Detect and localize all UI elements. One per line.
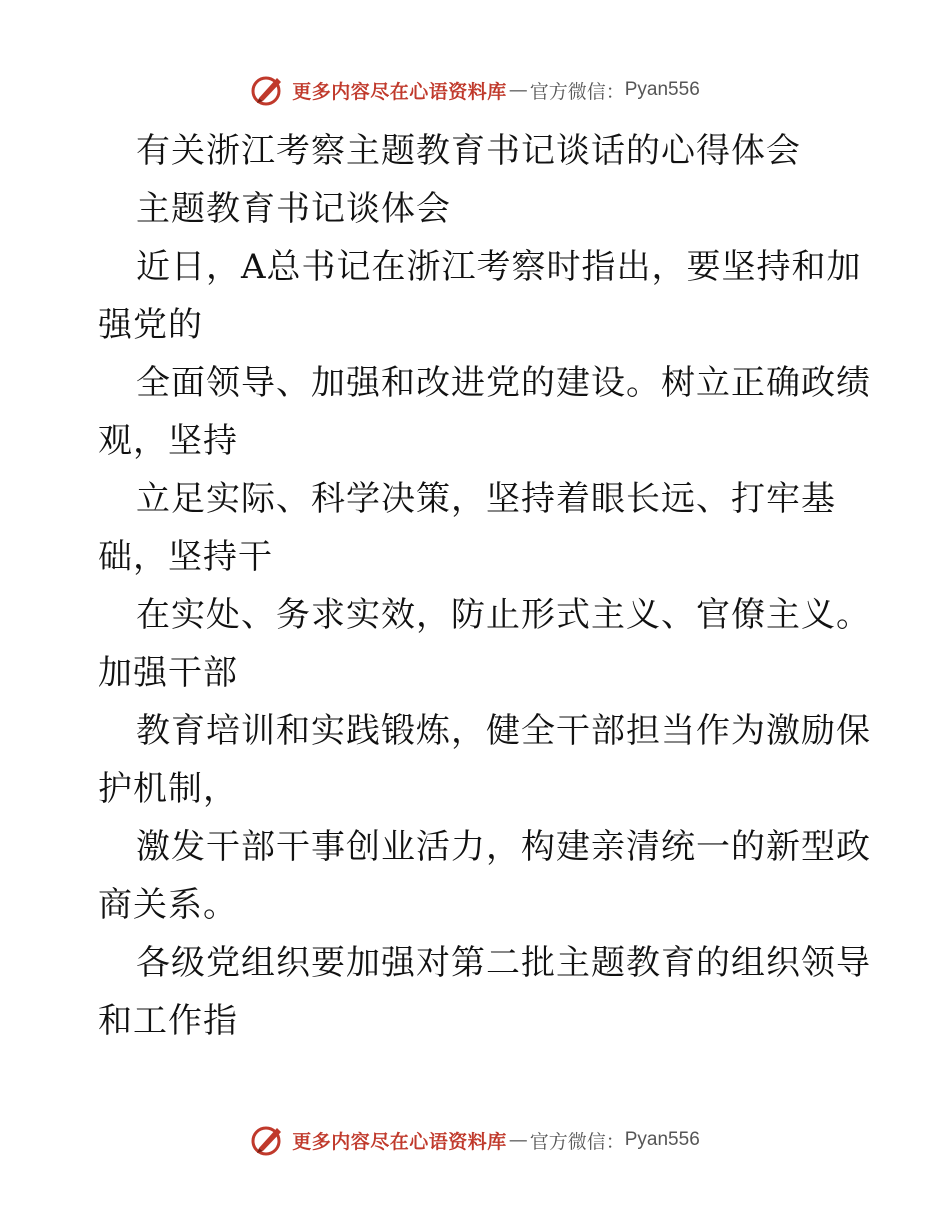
banner-wechat-id: Pyan556 <box>624 1129 700 1150</box>
banner-wechat-id: Pyan556 <box>624 79 700 100</box>
paragraph-line: 激发干部干事创业活力，构建亲清统一的新型政 <box>136 827 871 867</box>
document-subtitle: 主题教育书记谈体会 <box>136 189 451 229</box>
paragraph-line: 近日，A总书记在浙江考察时指出，要坚持和加 <box>136 247 862 287</box>
paragraph-line: 商关系。 <box>98 885 238 925</box>
footer-banner <box>0 1120 950 1160</box>
paragraph-line: 全面领导、加强和改进党的建设。树立正确政绩 <box>136 363 871 403</box>
banner-dash: — <box>508 79 528 101</box>
document-title: 有关浙江考察主题教育书记谈话的心得体会 <box>136 131 801 171</box>
paragraph-line: 教育培训和实践锻炼，健全干部担当作为激励保 <box>136 711 871 751</box>
document-body <box>98 122 871 1050</box>
banner-site-text: 更多内容尽在心语资料库 <box>292 80 507 103</box>
paragraph-line: 强党的 <box>98 305 203 345</box>
paragraph-line: 和工作指 <box>98 1001 238 1041</box>
paragraph-line: 各级党组织要加强对第二批主题教育的组织领导 <box>136 943 871 983</box>
banner-dash: — <box>508 1129 528 1151</box>
banner-wechat-label: 官方微信： <box>529 1130 625 1153</box>
paragraph-line: 在实处、务求实效，防止形式主义、官僚主义。 <box>136 595 871 635</box>
paragraph-line: 观，坚持 <box>98 421 238 461</box>
header-banner <box>0 70 950 110</box>
paragraph-line: 加强干部 <box>98 653 238 693</box>
pen-logo-icon <box>250 72 286 108</box>
paragraph-line: 立足实际、科学决策，坚持着眼长远、打牢基 <box>136 479 836 519</box>
pen-logo-icon <box>250 1122 286 1158</box>
paragraph-line: 础，坚持干 <box>98 537 273 577</box>
banner-wechat-label: 官方微信： <box>529 80 625 103</box>
paragraph-line: 护机制， <box>98 769 238 809</box>
banner-site-text: 更多内容尽在心语资料库 <box>292 1130 507 1153</box>
